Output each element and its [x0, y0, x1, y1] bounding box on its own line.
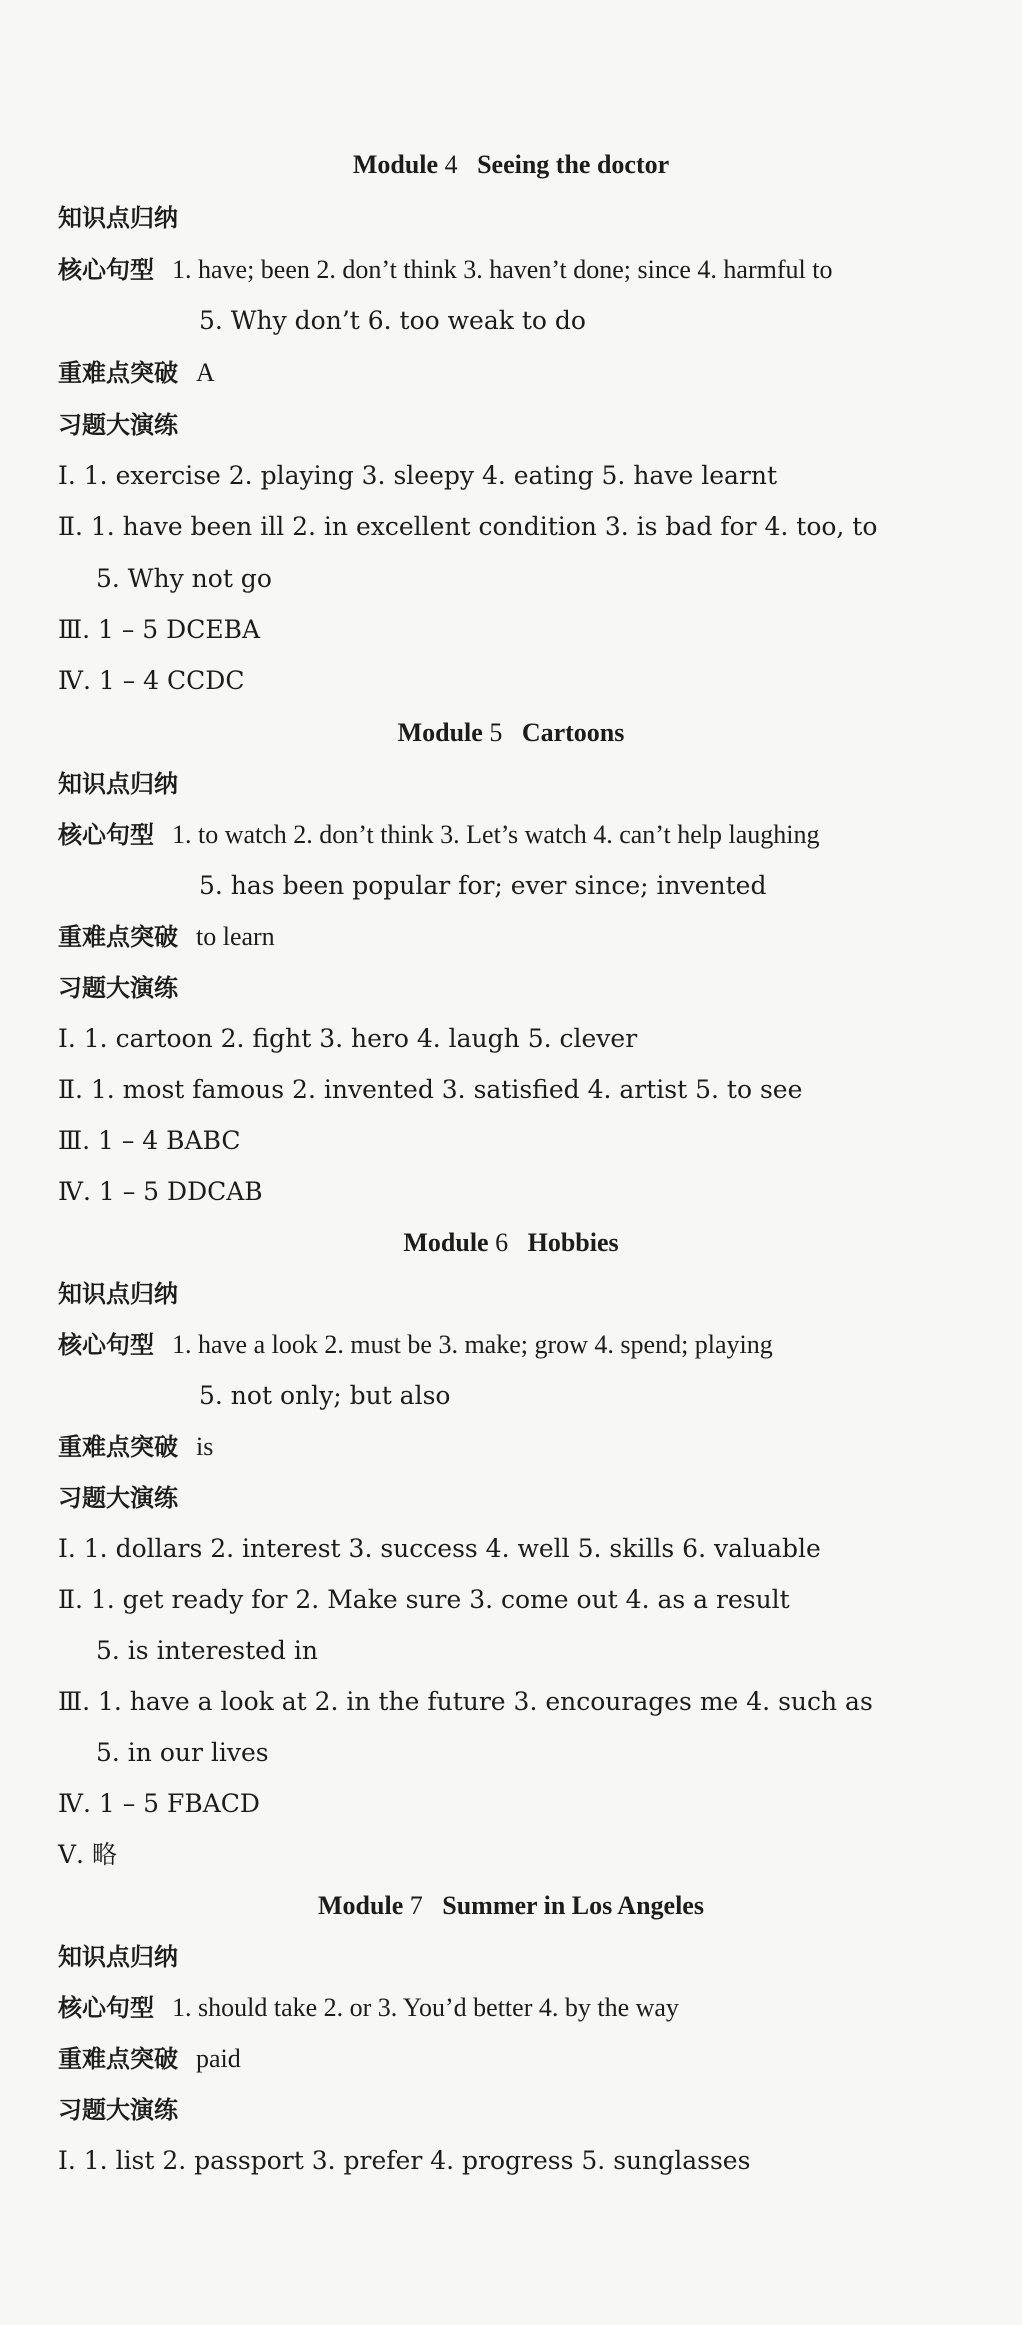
module-7-ex1: Ⅰ. 1. list 2. passport 3. prefer 4. progress 5. sunglasses	[58, 2146, 751, 2175]
module-5-ex1: Ⅰ. 1. cartoon 2. fight 3. hero 4. laugh 5. clever	[58, 1024, 638, 1053]
module-7-core-sentences-line1: 核心句型 1. should take 2. or 3. You’d better 4. by the way	[58, 1993, 679, 2022]
module-6-ex2-line2: 5. is interested in	[96, 1636, 318, 1665]
module-4-ex2-line2: 5. Why not go	[96, 564, 272, 593]
module-4-ex2-line1: Ⅱ. 1. have been ill 2. in excellent condition 3. is bad for 4. too, to	[58, 512, 878, 541]
module-7-title: Module 7 Summer in Los Angeles	[318, 1891, 704, 1920]
module-6-ex3-line2: 5. in our lives	[96, 1738, 269, 1767]
module-6-knowledge-heading: 知识点归纳	[58, 1280, 178, 1308]
module-6-ex3-line1: Ⅲ. 1. have a look at 2. in the future 3. encourages me 4. such as	[58, 1687, 873, 1716]
module-6-core-sentences-line2: 5. not only; but also	[199, 1381, 451, 1410]
module-6-ex5: Ⅴ. 略	[58, 1840, 117, 1869]
module-6-exercises-heading: 习题大演练	[58, 1484, 178, 1512]
module-4-exercises-heading: 习题大演练	[58, 411, 178, 439]
module-6-ex4: Ⅳ. 1 – 5 FBACD	[58, 1789, 260, 1818]
module-5-ex4: Ⅳ. 1 – 5 DDCAB	[58, 1177, 263, 1206]
module-4-ex1: Ⅰ. 1. exercise 2. playing 3. sleepy 4. eating 5. have learnt	[58, 461, 777, 490]
module-4-key-points: 重难点突破 A	[58, 358, 215, 387]
module-7-exercises-heading: 习题大演练	[58, 2096, 178, 2124]
module-5-key-points: 重难点突破 to learn	[58, 922, 275, 951]
module-6-ex2-line1: Ⅱ. 1. get ready for 2. Make sure 3. come out 4. as a result	[58, 1585, 790, 1614]
module-4-ex4: Ⅳ. 1 – 4 CCDC	[58, 666, 245, 695]
module-6-core-sentences-line1: 核心句型 1. have a look 2. must be 3. make; grow 4. spend; playing	[58, 1330, 773, 1359]
module-6-ex1: Ⅰ. 1. dollars 2. interest 3. success 4. well 5. skills 6. valuable	[58, 1534, 821, 1563]
module-4-title: Module 4 Seeing the doctor	[352, 150, 670, 179]
module-4-ex3: Ⅲ. 1 – 5 DCEBA	[58, 615, 261, 644]
module-4-core-sentences-line2: 5. Why don’t 6. too weak to do	[199, 306, 586, 335]
module-5-core-sentences-line1: 核心句型 1. to watch 2. don’t think 3. Let’s watch 4. can’t help laughing	[58, 820, 820, 849]
module-6-key-points: 重难点突破 is	[58, 1432, 214, 1461]
module-4-knowledge-heading: 知识点归纳	[58, 204, 178, 232]
module-5-knowledge-heading: 知识点归纳	[58, 770, 178, 798]
module-5-core-sentences-line2: 5. has been popular for; ever since; invented	[199, 871, 767, 900]
module-5-title: Module 5 Cartoons	[397, 718, 625, 747]
module-5-ex3: Ⅲ. 1 – 4 BABC	[58, 1126, 241, 1155]
module-7-key-points: 重难点突破 paid	[58, 2044, 241, 2073]
module-4-core-sentences-line1: 核心句型 1. have; been 2. don’t think 3. haven’t done; since 4. harmful to	[58, 255, 833, 284]
module-7-knowledge-heading: 知识点归纳	[58, 1943, 178, 1971]
module-5-exercises-heading: 习题大演练	[58, 974, 178, 1002]
module-6-title: Module 6 Hobbies	[403, 1228, 619, 1257]
module-5-ex2: Ⅱ. 1. most famous 2. invented 3. satisfied 4. artist 5. to see	[58, 1075, 803, 1104]
